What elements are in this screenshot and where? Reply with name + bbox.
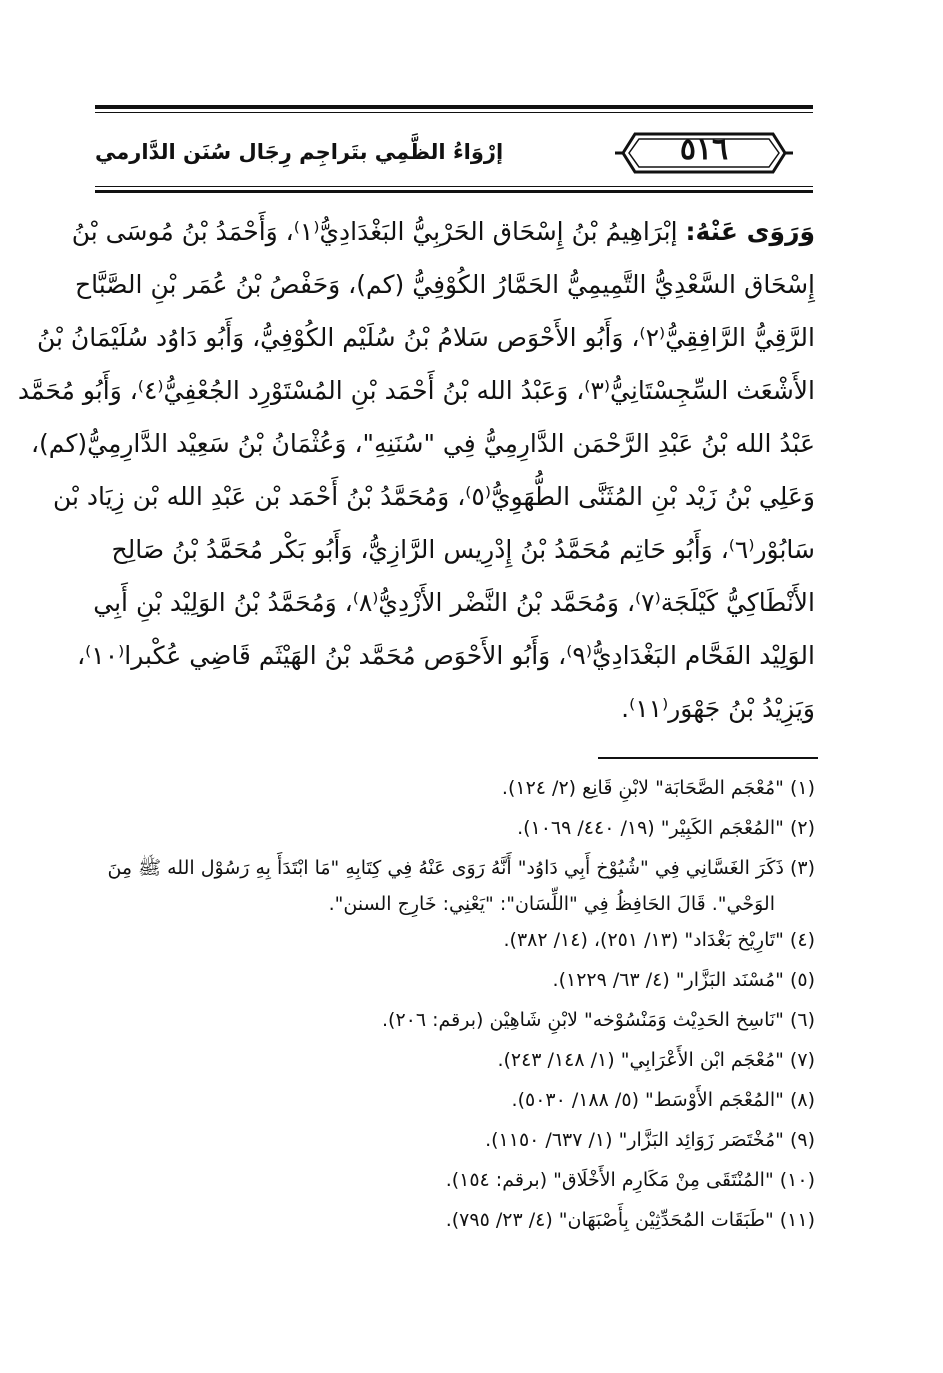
text-line: وَعَلِي بْنُ زَيْد بْنِ المُثَنَّى الطُّهَوِيُّ⁽٥⁾، وَمُحَمَّدُ بْنُ أَحْمَد بْن عَبْدِ الله بْن زِيَاد بْن bbox=[52, 482, 815, 511]
footnote: (٨) "المُعْجَم الأَوْسَط" (٥/ ١٨٨/ ٥٠٣٠). bbox=[511, 1089, 815, 1111]
section-lead: وَرَوَى عَنْهُ: bbox=[685, 217, 815, 246]
main-text bbox=[17, 205, 815, 735]
text-line: الوَلِيْد الفَحَّام البَغْدَادِيُّ⁽٩⁾، وَأَبُو الأَحْوَص مُحَمَّد بْنُ الهَيْثَم قَاضِي عُكْبرا⁽١٠⁾، bbox=[77, 641, 815, 670]
footnotes bbox=[100, 770, 815, 1242]
footnote: (١١) "طَبَقَات المُحَدِّثِيْن بِأَصْبَهَان" (٤/ ٢٣/ ٧٩٥). bbox=[445, 1209, 815, 1231]
text-line: وَيَزِيْدُ بْنُ جَهْوَر⁽١١⁾. bbox=[621, 694, 815, 723]
text-line bbox=[71, 205, 815, 258]
footnote: (٥) "مُسْنَد البَزَّار" (٤/ ٦٣/ ١٢٢٩). bbox=[552, 969, 815, 991]
footnote bbox=[100, 850, 815, 922]
footnote: (٧) "مُعْجَم ابْن الأَعْرَابِي" (١/ ١٤٨/ ٢٤٣). bbox=[497, 1049, 815, 1071]
footnote: (٢) "المُعْجَم الكَبِيْر" (١٩/ ٤٤٠/ ١٠٦٩). bbox=[517, 817, 815, 839]
header-rule bbox=[95, 112, 813, 113]
text-line: الأَشْعَث السِّجِسْتَانِيُّ⁽٣⁾، وَعَبْدُ الله بْنُ أَحْمَد بْنِ المُسْتَوْرِد الجُعْفِيُّ⁽٤⁾، وَأَبُو مُحَمَّد bbox=[17, 376, 815, 405]
footnote: (٤) "تَارِيْخ بَغْدَاد" (١٣/ ٢٥١)، (١٤/ ٣٨٢). bbox=[503, 929, 815, 951]
text-line: الأَنْطَاكِيُّ كَيْلَجَة⁽٧⁾، وَمُحَمَّد بْنُ النَّضْر الأَزْدِيُّ⁽٨⁾، وَمُحَمَّدُ بْنُ الوَلِيْد بْنِ أَبِي bbox=[93, 588, 815, 617]
text-line: إِسْحَاق السَّعْدِيُّ التَّمِيمِيُّ الحَمَّارُ الكُوْفِيُّ (كم)، وَحَفْصُ بْنُ عُمَر بْنِ الصَّبَّاح bbox=[74, 270, 815, 299]
text-line: الرَّقِيُّ الرَّافِقِيُّ⁽٢⁾، وَأَبُو الأَحْوَص سَلامُ بْنُ سُلَيْم الكُوْفِيُّ، وَأَبُو دَاوُد سُلَيْمَانُ بْنُ bbox=[36, 323, 815, 352]
page-header bbox=[95, 100, 813, 195]
page-number-badge bbox=[615, 128, 793, 178]
text-line: عَبْدُ الله بْنُ عَبْدِ الرَّحْمَن الدَّارِمِيُّ فِي "سُنَنِهِ"، وَعُثْمَانُ بْنُ سَعِيْد الدَّارِمِيُّ(كم)، bbox=[30, 429, 815, 458]
page-number: ٥١٦ bbox=[679, 132, 729, 167]
running-title: إرْوَاءُ الظَّمِي بتَراجِم رِجَال سُنَن الدَّارمي bbox=[95, 140, 504, 164]
header-rule bbox=[95, 105, 813, 109]
header-rule bbox=[95, 190, 813, 193]
footnote-separator bbox=[598, 757, 818, 759]
footnote: (٩) "مُخْتَصَر زَوَائِد البَزَّار" (١/ ٦٣٧/ ١١٥٠). bbox=[485, 1129, 815, 1151]
footnote-text: (٣) ذَكَرَ الغَسَّانِي فِي "شُيُوْخ أَبِي دَاوُد" أَنَّهُ رَوَى عَنْهُ فِي كِتَابِهِ "مَا ابْتَدَأَ بِهِ رَسُوْل الله ﷺ مِنَ bbox=[107, 857, 815, 879]
text-line: سَابُوْر⁽٦⁾، وَأَبُو حَاتِم مُحَمَّدُ بْنُ إِدْرِيس الرَّازِيُّ، وَأَبُو بَكْر مُحَمَّدُ بْنُ صَالِح bbox=[111, 535, 815, 564]
footnote: (١٠) "المُنْتَقَى مِنْ مَكَارِم الأَخْلَاق" (برقم: ١٥٤). bbox=[445, 1169, 815, 1191]
header-rule bbox=[95, 186, 813, 187]
footnote: (٦) "نَاسِخ الحَدِيْث وَمَنْسُوْخه" لابْنِ شَاهِيْن (برقم: ٢٠٦). bbox=[381, 1009, 815, 1031]
footnote: (١) "مُعْجَم الصَّحَابَة" لابْنِ قَانِع (٢/ ١٢٤). bbox=[501, 777, 815, 799]
text-line-content: إبْرَاهِيمُ بْنُ إِسْحَاق الحَرْبِيُّ البَغْدَادِيُّ⁽١⁾، وَأَحْمَدُ بْنُ مُوسَى بْنُ bbox=[71, 217, 678, 246]
footnote-continuation: الوَحْي". قَالَ الحَافِظُ فِي "اللِّسَان": "يَعْنِي: خَارِج السنن". bbox=[328, 893, 775, 915]
